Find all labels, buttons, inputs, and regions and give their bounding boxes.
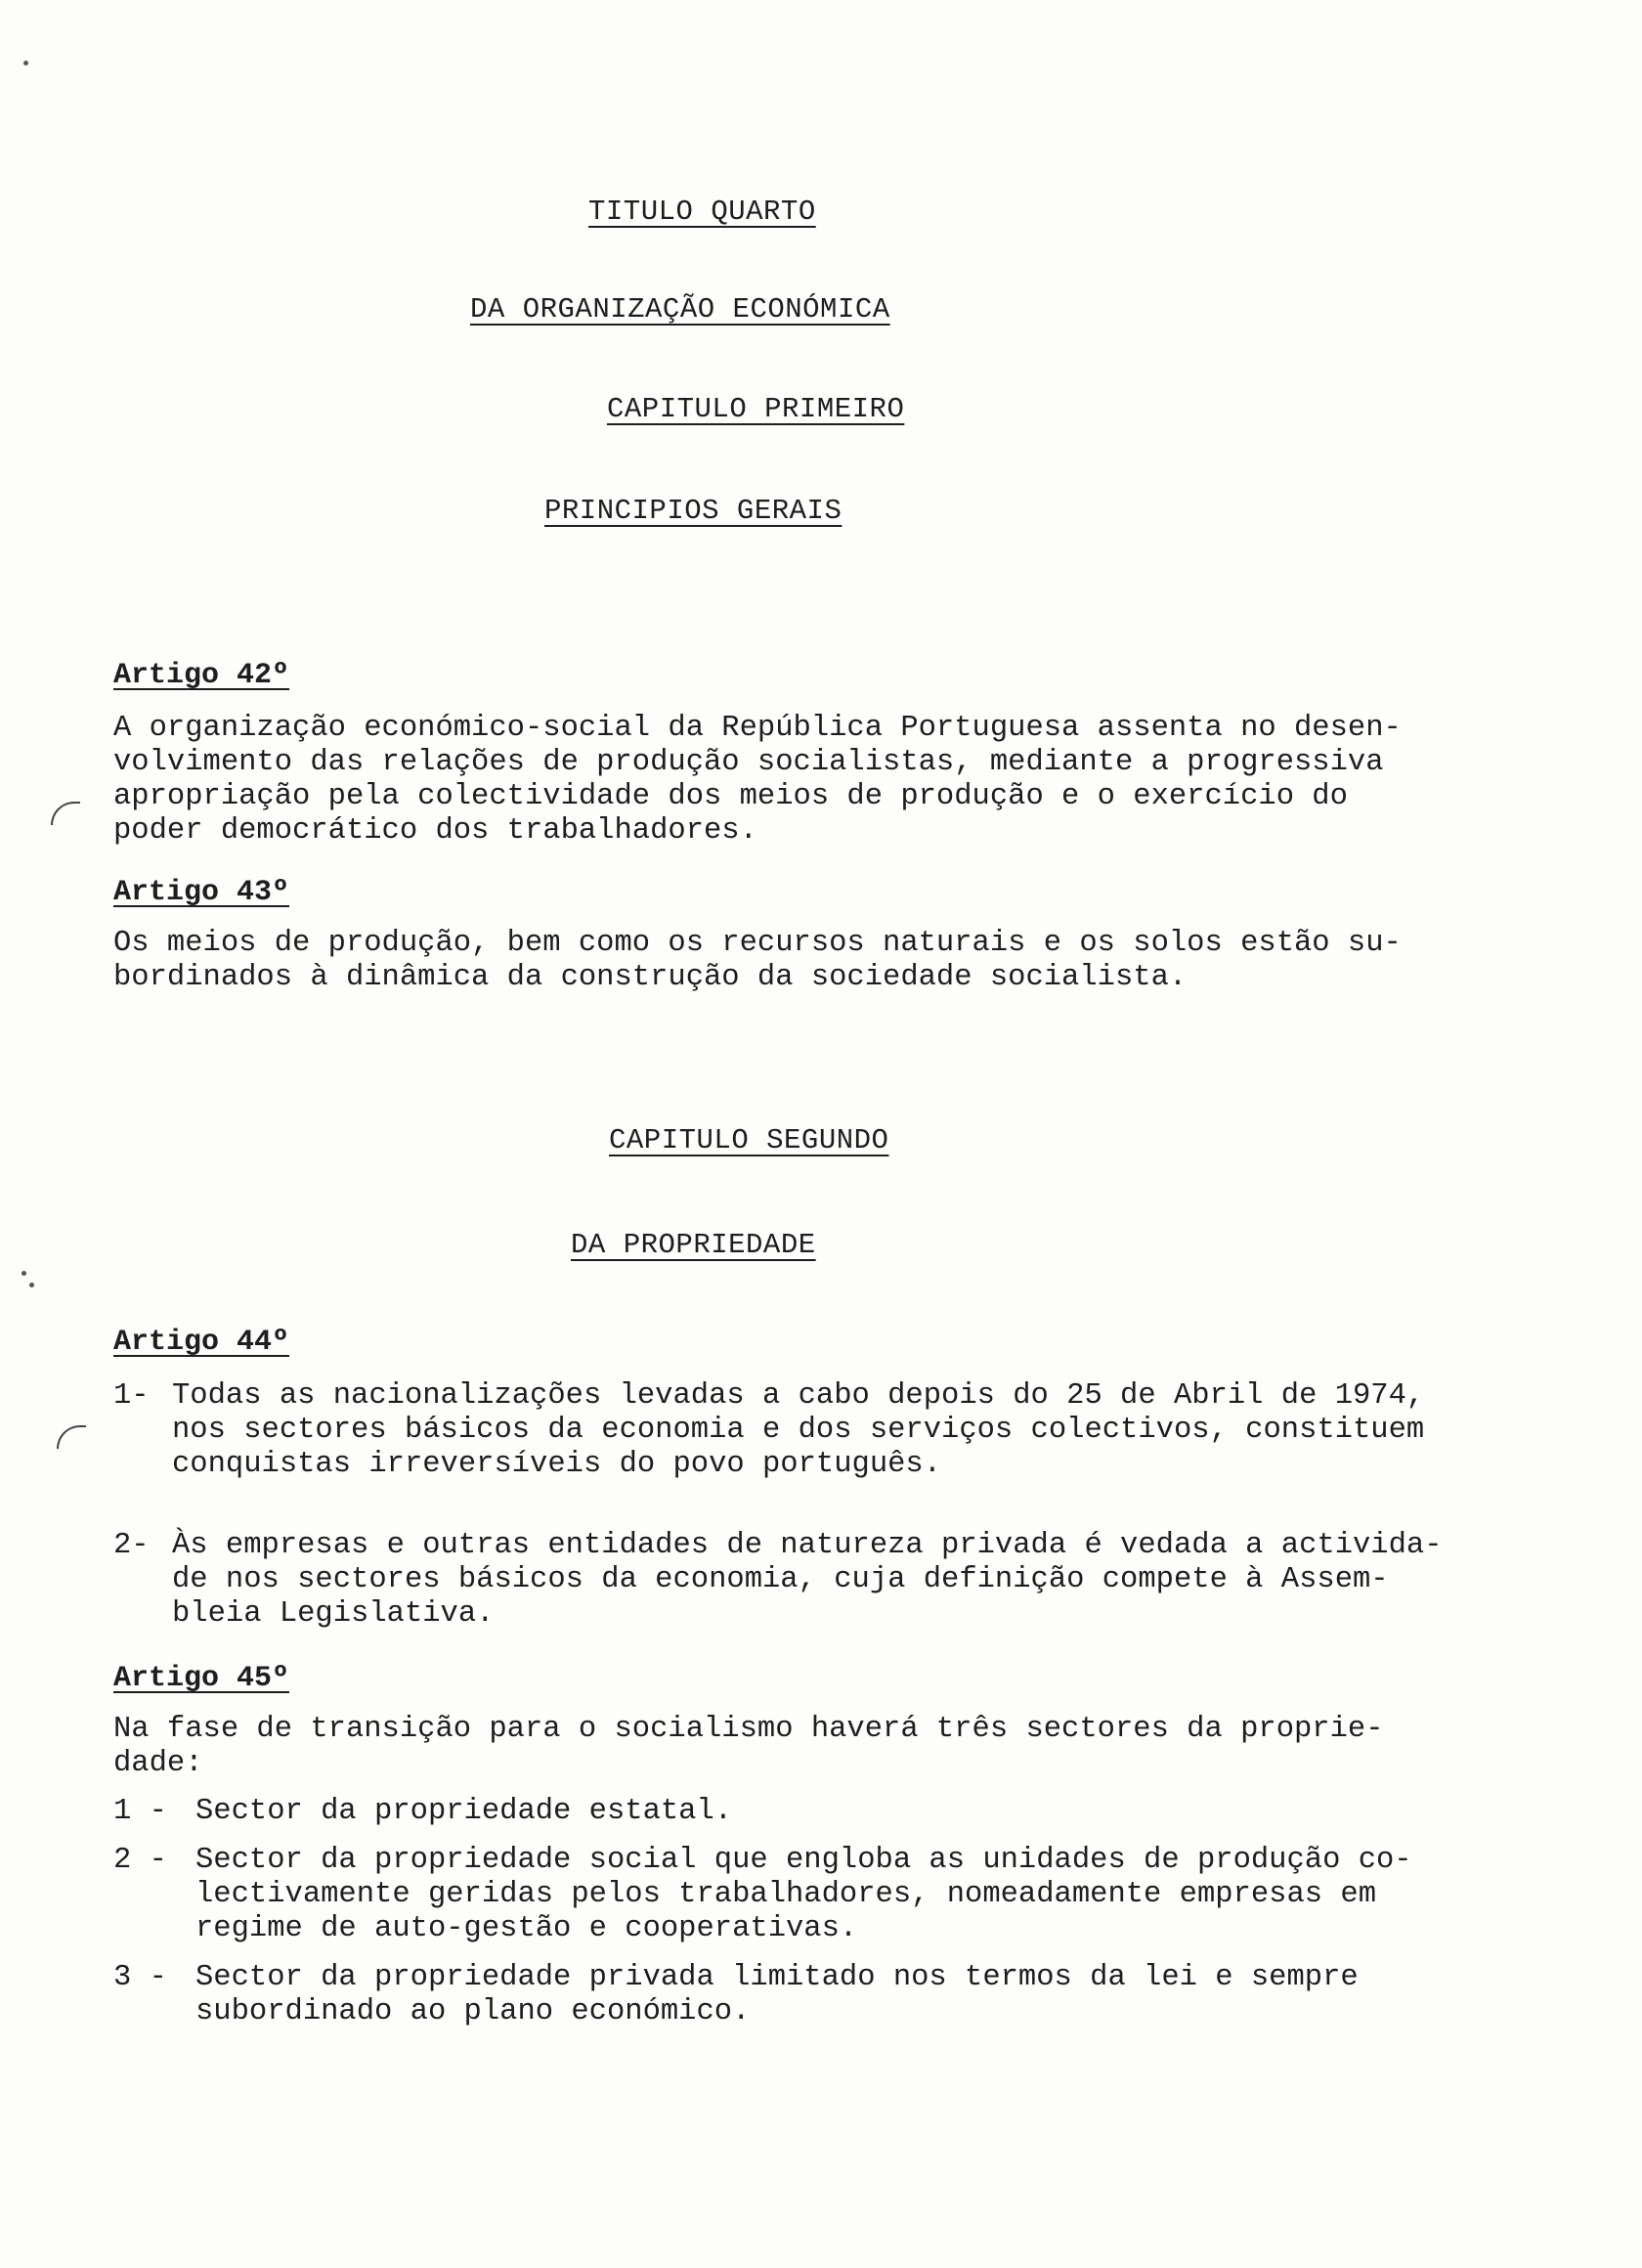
article-44-title: Artigo 44º <box>113 1326 290 1359</box>
article-43-title: Artigo 43º <box>113 876 290 909</box>
margin-mark <box>51 802 80 825</box>
scan-speck <box>23 61 28 65</box>
chapter-subheading-1: PRINCIPIOS GERAIS <box>544 495 843 527</box>
item-number: 2- <box>113 1529 150 1562</box>
item-number: 3 - <box>113 1961 167 1994</box>
section-heading: DA ORGANIZAÇÃO ECONÓMICA <box>470 293 890 326</box>
article-45-title: Artigo 45º <box>113 1662 290 1695</box>
item-number: 1- <box>113 1379 150 1413</box>
item-text: Sector da propriedade privada limitado nos termos da lei e sempre subordinado ao plano económico. <box>195 1961 1359 2028</box>
article-43-text: Os meios de produção, bem como os recursos naturais e os solos estão su- bordinados à dinâmica da construção da sociedade socialista. <box>113 927 1402 994</box>
item-number: 1 - <box>113 1795 167 1828</box>
article-42-title: Artigo 42º <box>113 659 290 692</box>
item-text: Sector da propriedade social que engloba as unidades de produção co- lectivamente geridas pelos trabalhadores, nomeadamente empresas em regime de auto-gestão e cooperativas. <box>195 1844 1412 1945</box>
item-number: 2 - <box>113 1844 167 1877</box>
article-45-intro: Na fase de transição para o socialismo haverá três sectores da proprie- dade: <box>113 1713 1384 1780</box>
chapter-heading-2: CAPITULO SEGUNDO <box>609 1124 889 1156</box>
item-text: Sector da propriedade estatal. <box>195 1795 733 1828</box>
scan-speck <box>29 1283 34 1287</box>
scan-speck <box>22 1271 26 1276</box>
chapter-subheading-2: DA PROPRIEDADE <box>571 1229 816 1261</box>
margin-mark <box>57 1425 86 1449</box>
item-text: Às empresas e outras entidades de natureza privada é vedada a activida- de nos sectores básicos da economia, cuja definição compete à Assem- bleia Legislativa. <box>172 1529 1443 1631</box>
chapter-heading-1: CAPITULO PRIMEIRO <box>607 393 905 425</box>
article-42-text: A organização económico-social da República Portuguesa assenta no desen- volvimento das relações de produção socialistas, mediante a progressiva apropriação pela colectividade dos meios de produção e o exercício do poder democrático dos trabalhadores. <box>113 712 1402 848</box>
title-heading: TITULO QUARTO <box>588 196 816 228</box>
item-text: Todas as nacionalizações levadas a cabo depois do 25 de Abril de 1974, nos sectores básicos da economia e dos serviços colectivos, constituem conquistas irreversíveis do povo português. <box>172 1379 1425 1481</box>
